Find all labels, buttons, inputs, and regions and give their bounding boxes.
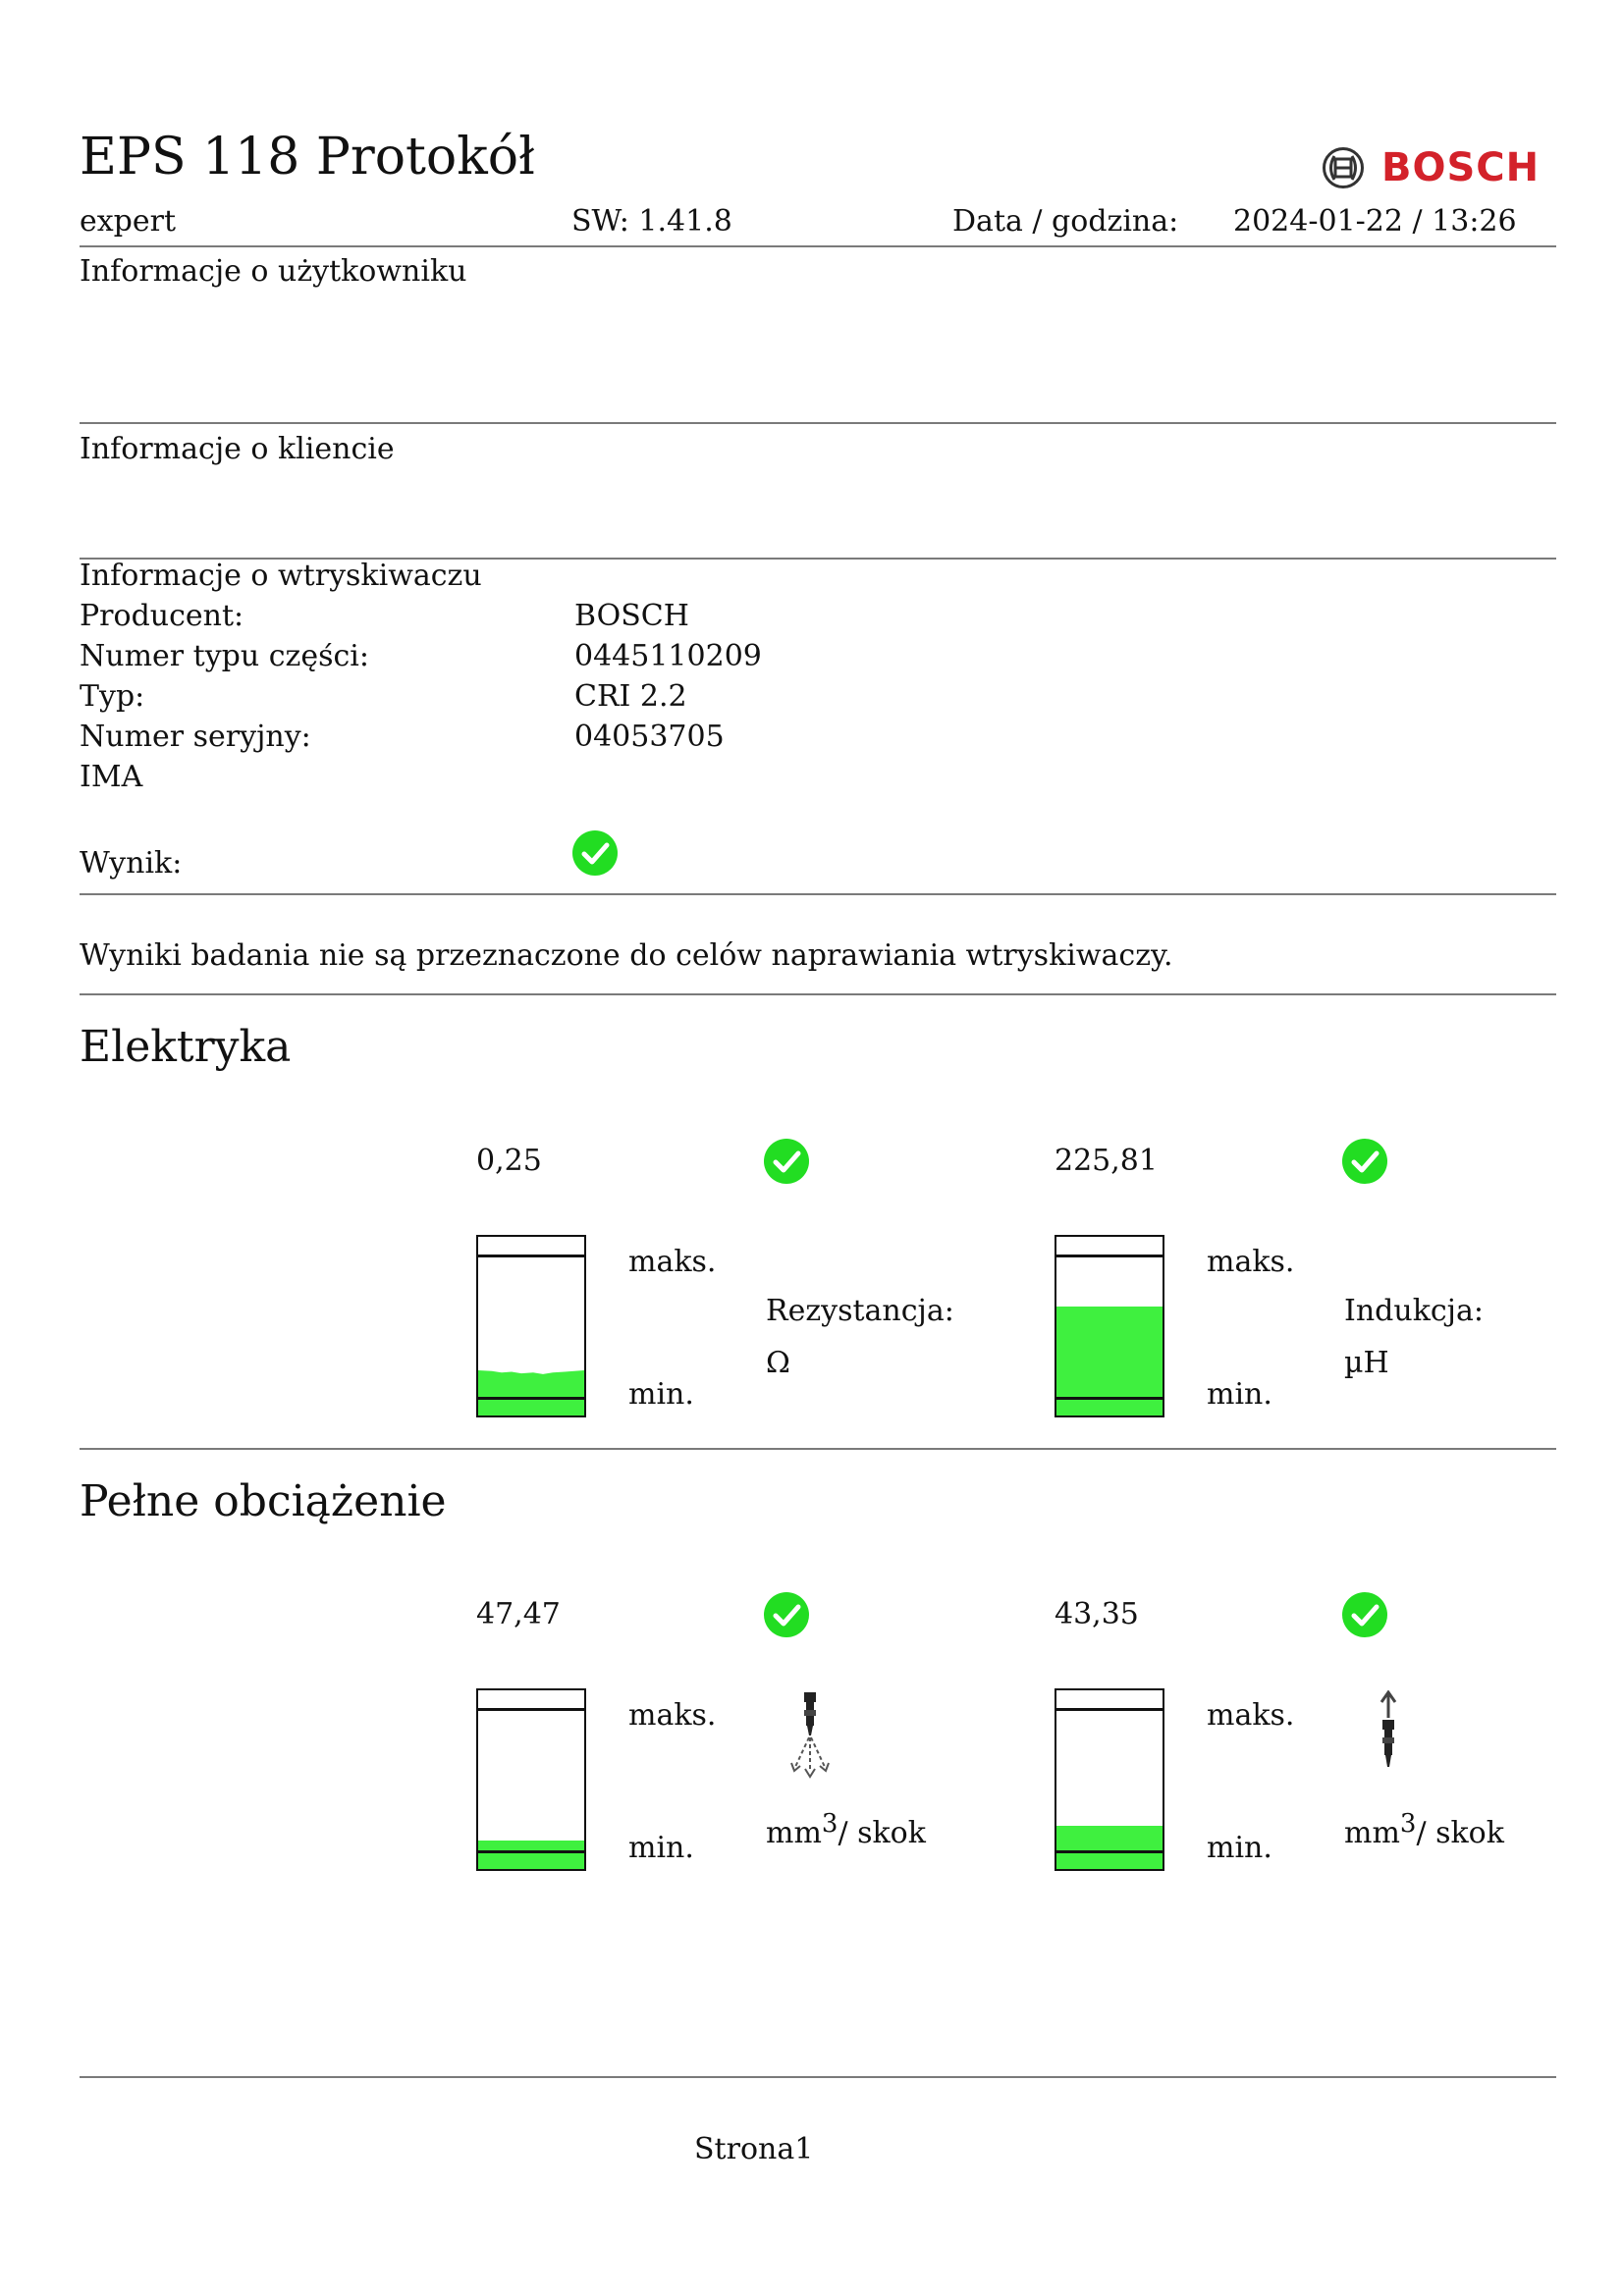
ima-label: IMA <box>80 760 143 794</box>
type-label: Typ: <box>80 679 145 714</box>
return-gauge <box>1055 1688 1164 1871</box>
inductance-max-label: maks. <box>1207 1245 1295 1279</box>
return-max-label: maks. <box>1207 1698 1295 1733</box>
datetime-label: Data / godzina: <box>952 204 1179 239</box>
inductance-value: 225,81 <box>1055 1144 1158 1178</box>
resistance-min-label: min. <box>628 1377 694 1412</box>
injection-gauge-fill <box>478 1841 584 1869</box>
result-check-icon <box>572 830 618 876</box>
user-level: expert <box>80 204 177 239</box>
return-check-icon <box>1342 1592 1387 1637</box>
injection-check-icon <box>764 1592 809 1637</box>
gauge-max-line <box>478 1708 584 1711</box>
result-label: Wynik: <box>80 846 183 881</box>
inductance-check-icon <box>1342 1139 1387 1184</box>
serial-number-label: Numer seryjny: <box>80 720 311 754</box>
unit-base: mm <box>1344 1816 1400 1850</box>
gauge-max-line <box>1056 1255 1163 1257</box>
injector-return-icon <box>1366 1690 1411 1781</box>
resistance-name: Rezystancja: <box>766 1294 954 1328</box>
resistance-unit: Ω <box>766 1346 790 1380</box>
resistance-value: 0,25 <box>476 1144 542 1178</box>
gauge-min-line <box>478 1397 584 1400</box>
bosch-armature-icon <box>1322 146 1365 189</box>
gauge-max-line <box>1056 1708 1163 1711</box>
inductance-gauge <box>1055 1235 1164 1417</box>
disclaimer: Wyniki badania nie są przeznaczone do celów naprawiania wtryskiwaczy. <box>80 938 1173 973</box>
datetime-value: 2024-01-22 / 13:26 <box>1233 204 1517 239</box>
injection-value: 47,47 <box>476 1597 561 1631</box>
resistance-gauge <box>476 1235 586 1417</box>
section-client-info: Informacje o kliencie <box>80 432 395 466</box>
inductance-unit: µH <box>1344 1346 1389 1380</box>
injection-max-label: maks. <box>628 1698 717 1733</box>
type-value: CRI 2.2 <box>574 679 687 714</box>
resistance-max-label: maks. <box>628 1245 717 1279</box>
inductance-min-label: min. <box>1207 1377 1272 1412</box>
unit-exponent: 3 <box>821 1809 839 1839</box>
injection-gauge <box>476 1688 586 1871</box>
divider <box>80 993 1556 995</box>
section-electrical: Elektryka <box>80 1022 292 1072</box>
gauge-min-line <box>1056 1850 1163 1853</box>
page-number: Strona1 <box>694 2132 814 2166</box>
return-unit <box>1344 1806 1504 1851</box>
unit-tail: / skok <box>838 1816 926 1850</box>
part-number-label: Numer typu części: <box>80 639 369 673</box>
divider <box>80 893 1556 895</box>
gauge-min-line <box>478 1850 584 1853</box>
divider <box>80 1448 1556 1450</box>
gauge-max-line <box>478 1255 584 1257</box>
manufacturer-label: Producent: <box>80 599 244 633</box>
return-value: 43,35 <box>1055 1597 1139 1631</box>
injection-min-label: min. <box>628 1831 694 1865</box>
software-version: SW: 1.41.8 <box>571 204 732 239</box>
part-number-value: 0445110209 <box>574 639 762 673</box>
inductance-name: Indukcja: <box>1344 1294 1484 1328</box>
gauge-min-line <box>1056 1397 1163 1400</box>
return-min-label: min. <box>1207 1831 1272 1865</box>
injection-unit <box>766 1806 926 1851</box>
injector-spray-icon <box>787 1690 833 1781</box>
serial-number-value: 04053705 <box>574 720 725 754</box>
footer-divider <box>80 2076 1556 2078</box>
page-title: EPS 118 Protokół <box>80 128 535 187</box>
return-gauge-fill <box>1056 1826 1163 1869</box>
manufacturer-value: BOSCH <box>574 599 689 633</box>
divider <box>80 245 1556 247</box>
resistance-check-icon <box>764 1139 809 1184</box>
unit-tail: / skok <box>1416 1816 1504 1850</box>
unit-base: mm <box>766 1816 822 1850</box>
section-full-load: Pełne obciążenie <box>80 1476 447 1526</box>
brand-name: BOSCH <box>1381 145 1541 190</box>
unit-exponent: 3 <box>1399 1809 1417 1839</box>
section-user-info: Informacje o użytkowniku <box>80 254 467 289</box>
resistance-gauge-fill <box>478 1370 584 1415</box>
divider <box>80 422 1556 424</box>
bosch-logo <box>1322 144 1540 191</box>
section-injector-info: Informacje o wtryskiwaczu <box>80 559 482 593</box>
